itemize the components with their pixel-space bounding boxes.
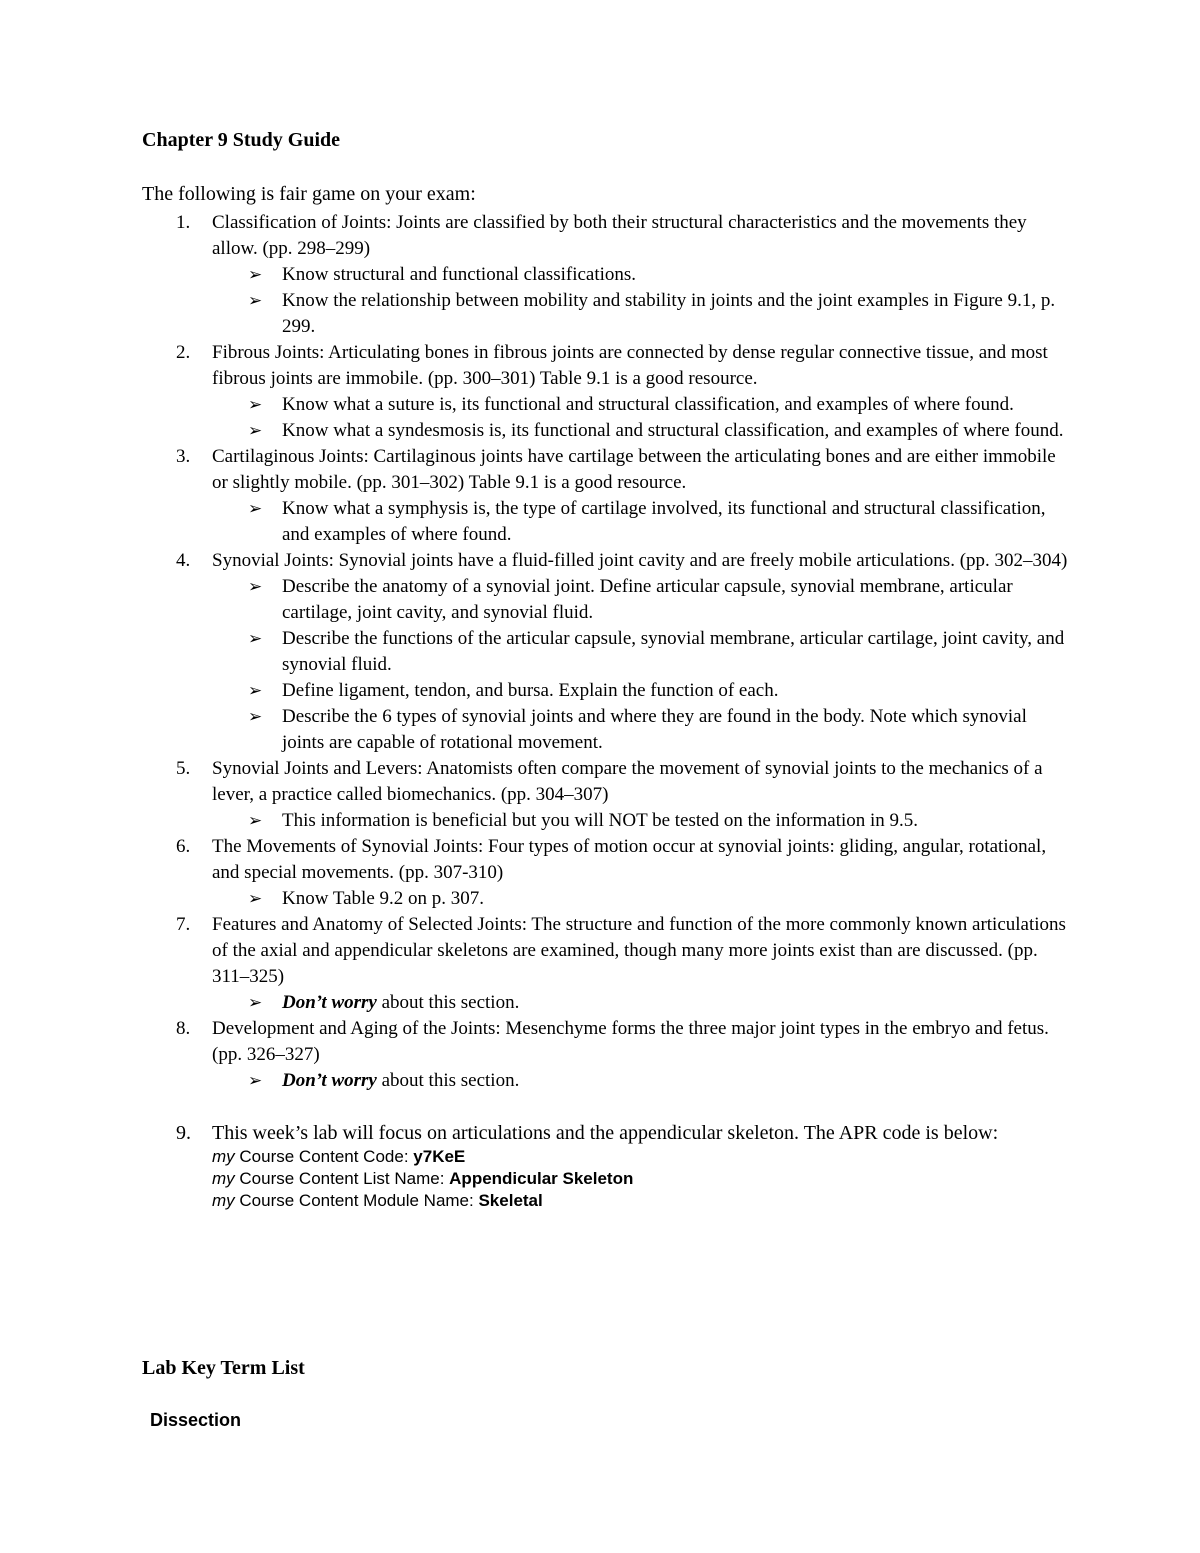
list-item bbox=[142, 548, 1072, 756]
sub-item bbox=[212, 678, 1072, 704]
arrow-bullet-icon: ➢ bbox=[248, 1071, 263, 1090]
item-text: Classification of Joints: Joints are classified by both their structural characteristics and the movements they allow. (pp. 298–299) bbox=[212, 212, 1027, 259]
apr-value: Skeletal bbox=[478, 1191, 543, 1210]
sub-item-text: Describe the 6 types of synovial joints and where they are found in the body. Note which synovial joints are capable of rotational movement. bbox=[282, 706, 1027, 753]
sub-item bbox=[212, 626, 1072, 678]
sub-item bbox=[212, 288, 1072, 340]
sub-item bbox=[212, 886, 1072, 912]
item-text: Development and Aging of the Joints: Mesenchyme forms the three major joint types in the embryo and fetus. (pp. 326–327) bbox=[212, 1018, 1049, 1065]
item-number: 6. bbox=[176, 836, 191, 857]
sub-item bbox=[212, 392, 1072, 418]
list-item bbox=[142, 912, 1072, 1016]
apr-code-block bbox=[212, 1146, 1072, 1212]
apr-value: y7KeE bbox=[413, 1147, 466, 1166]
arrow-bullet-icon: ➢ bbox=[248, 629, 263, 648]
item-number: 7. bbox=[176, 914, 191, 935]
item-text: Synovial Joints and Levers: Anatomists often compare the movement of synovial joints to the mechanics of a lever, a practice called biomechanics. (pp. 304–307) bbox=[212, 758, 1043, 805]
sub-list bbox=[212, 574, 1072, 756]
sub-list bbox=[212, 1068, 1072, 1094]
arrow-bullet-icon: ➢ bbox=[248, 291, 263, 310]
arrow-bullet-icon: ➢ bbox=[248, 577, 263, 596]
apr-line bbox=[212, 1146, 1072, 1168]
list-item bbox=[142, 834, 1072, 912]
sub-list bbox=[212, 496, 1072, 548]
sub-item-text: Define ligament, tendon, and bursa. Explain the function of each. bbox=[282, 680, 779, 701]
sub-list bbox=[212, 990, 1072, 1016]
item-number: 8. bbox=[176, 1018, 191, 1039]
item-text: The Movements of Synovial Joints: Four types of motion occur at synovial joints: gliding, angular, rotational, and special movements. (pp. 307-310) bbox=[212, 836, 1047, 883]
apr-label: Course Content List Name: bbox=[234, 1169, 450, 1188]
list-item bbox=[142, 756, 1072, 834]
item-number: 9. bbox=[176, 1122, 191, 1144]
sub-item bbox=[212, 262, 1072, 288]
apr-value: Appendicular Skeleton bbox=[449, 1169, 634, 1188]
sub-item bbox=[212, 574, 1072, 626]
sub-item-text: Describe the functions of the articular capsule, synovial membrane, articular cartilage, joint cavity, and synovial fluid. bbox=[282, 628, 1065, 675]
apr-prefix: my bbox=[212, 1191, 235, 1210]
sub-list bbox=[212, 886, 1072, 912]
sub-item-text: Know what a syndesmosis is, its functional and structural classification, and examples of where found. bbox=[282, 420, 1064, 441]
arrow-bullet-icon: ➢ bbox=[248, 265, 263, 284]
item-number: 2. bbox=[176, 342, 191, 363]
sub-item bbox=[212, 496, 1072, 548]
item-number: 1. bbox=[176, 212, 191, 233]
sub-item bbox=[212, 808, 1072, 834]
apr-prefix: my bbox=[212, 1169, 235, 1188]
arrow-bullet-icon: ➢ bbox=[248, 889, 263, 908]
list-item bbox=[142, 444, 1072, 548]
list-item bbox=[142, 1016, 1072, 1094]
sub-item bbox=[212, 1068, 1072, 1094]
apr-prefix: my bbox=[212, 1147, 235, 1166]
apr-line bbox=[212, 1190, 1072, 1212]
item-text: Cartilaginous Joints: Cartilaginous joints have cartilage between the articulating bones and are either immobile or slightly mobile. (pp. 301–302) Table 9.1 is a good resource. bbox=[212, 446, 1056, 493]
emphasis-text: Don’t worry bbox=[282, 1070, 377, 1091]
emphasis-text: Don’t worry bbox=[282, 992, 377, 1013]
item-text: Fibrous Joints: Articulating bones in fibrous joints are connected by dense regular connective tissue, and most fibrous joints are immobile. (pp. 300–301) Table 9.1 is a good resource. bbox=[212, 342, 1048, 389]
list-item bbox=[142, 340, 1072, 444]
intro-text: The following is fair game on your exam: bbox=[142, 183, 476, 205]
arrow-bullet-icon: ➢ bbox=[248, 707, 263, 726]
item-number: 3. bbox=[176, 446, 191, 467]
item-text: Synovial Joints: Synovial joints have a fluid-filled joint cavity and are freely mobile articulations. (pp. 302–304) bbox=[212, 550, 1068, 571]
sub-item-text: This information is beneficial but you will NOT be tested on the information in 9.5. bbox=[282, 810, 919, 831]
item-text: This week’s lab will focus on articulations and the appendicular skeleton. The APR code is below: bbox=[212, 1122, 999, 1144]
arrow-bullet-icon: ➢ bbox=[248, 395, 263, 414]
sub-item-text: Know what a symphysis is, the type of cartilage involved, its functional and structural classification, and examples of where found. bbox=[282, 498, 1046, 545]
sub-item-text: about this section. bbox=[376, 1070, 520, 1091]
sub-item bbox=[212, 704, 1072, 756]
sub-item-text: Know what a suture is, its functional and structural classification, and examples of where found. bbox=[282, 394, 1014, 415]
list-item bbox=[142, 1120, 1072, 1212]
arrow-bullet-icon: ➢ bbox=[248, 421, 263, 440]
page-title: Chapter 9 Study Guide bbox=[142, 129, 341, 151]
arrow-bullet-icon: ➢ bbox=[248, 681, 263, 700]
arrow-bullet-icon: ➢ bbox=[248, 811, 263, 830]
item-number: 4. bbox=[176, 550, 191, 571]
dissection-heading: Dissection bbox=[150, 1410, 242, 1430]
apr-line bbox=[212, 1168, 1072, 1190]
sub-item-text: Describe the anatomy of a synovial joint. Define articular capsule, synovial membrane, articular cartilage, joint cavity, and synovial fluid. bbox=[282, 576, 1013, 623]
sub-item-text: Know the relationship between mobility and stability in joints and the joint examples in Figure 9.1, p. 299. bbox=[282, 290, 1056, 337]
study-guide-list bbox=[142, 210, 1072, 1212]
sub-list bbox=[212, 392, 1072, 444]
sub-item bbox=[212, 990, 1072, 1016]
sub-list bbox=[212, 262, 1072, 340]
item-text: Features and Anatomy of Selected Joints: The structure and function of the more commonly known articulations of the axial and appendicular skeletons are examined, though many more joints exist than are discussed. (pp. 311–325) bbox=[212, 914, 1066, 987]
sub-item-text: Know structural and functional classifications. bbox=[282, 264, 637, 285]
list-item bbox=[142, 210, 1072, 340]
apr-label: Course Content Module Name: bbox=[234, 1191, 479, 1210]
lab-key-term-heading: Lab Key Term List bbox=[142, 1357, 305, 1379]
sub-item bbox=[212, 418, 1072, 444]
arrow-bullet-icon: ➢ bbox=[248, 499, 263, 518]
sub-item-text: Know Table 9.2 on p. 307. bbox=[282, 888, 485, 909]
sub-item-text: about this section. bbox=[376, 992, 520, 1013]
item-number: 5. bbox=[176, 758, 191, 779]
arrow-bullet-icon: ➢ bbox=[248, 993, 263, 1012]
apr-label: Course Content Code: bbox=[234, 1147, 414, 1166]
sub-list bbox=[212, 808, 1072, 834]
